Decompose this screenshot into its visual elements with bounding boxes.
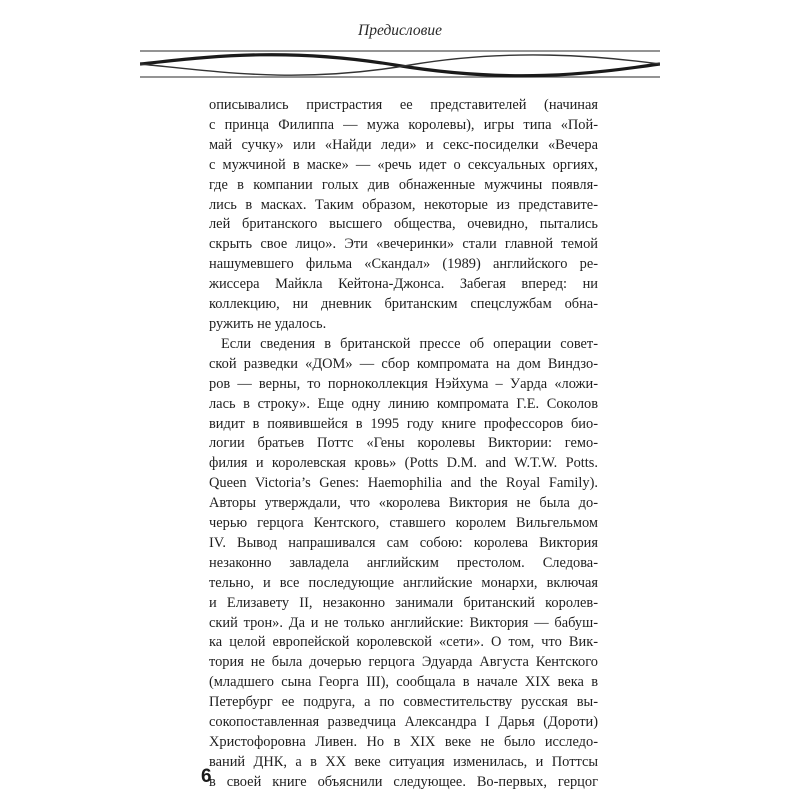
text-line: логии братьев Поттс «Гены королевы Виктории: гемо-	[209, 435, 598, 452]
text-line: май сучку» или «Найди леди» и секс-посиделки «Вечера	[209, 136, 598, 153]
text-line: филия и королевская кровь» (Potts D.M. and W.T.W. Potts.	[209, 455, 598, 472]
text-line: в своей книге объяснили следующее. Во-первых, герцог	[209, 773, 598, 790]
text-line: ской разведки «ДОМ» — сбор компромата на дом Виндзо-	[209, 355, 598, 372]
page-number: 6	[201, 766, 212, 787]
running-header: Предисловие	[358, 22, 442, 39]
text-line: с мужчиной в маске» — «речь идет о сексуальных оргиях,	[209, 156, 598, 173]
text-line: лей британского высшего общества, очевидно, пытались	[209, 216, 598, 233]
text-line: ский трон». Да и не только английские: Виктория — бабуш-	[209, 614, 598, 631]
text-line: Если сведения в британской прессе об операции совет-	[221, 335, 598, 352]
text-line: Авторы утверждали, что «королева Виктория не была до-	[209, 495, 598, 512]
text-line: жиссера Майкла Кейтона-Джонса. Забегая вперед: ни	[209, 276, 598, 293]
text-line: (младшего сына Георга III), сообщала в начале XIX века в	[209, 674, 598, 691]
text-line: ружить не удалось.	[209, 315, 327, 332]
text-line: коллекцию, ни дневник британским спецслужбам обна-	[209, 296, 598, 313]
text-line: Queen Victoria’s Genes: Haemophilia and the Royal Family).	[209, 475, 598, 492]
text-line: ка целой европейской королевской «сети». О том, что Вик-	[209, 634, 598, 651]
text-line: нашумевшего фильма «Скандал» (1989) английского ре-	[209, 256, 598, 273]
text-line: ров — верны, то порноколлекция Нэйхума – Уарда «ложи-	[209, 375, 598, 392]
text-line: Христофоровна Ливен. Но в XIX веке не было исследо-	[209, 734, 598, 750]
text-line: описывались пристрастия ее представителей (начиная	[209, 97, 598, 113]
wave-ornament-icon	[140, 44, 660, 86]
text-line: лись в масках. Таким образом, некоторые из представите-	[209, 196, 598, 213]
text-line: лась в строку». Еще одну линию компромата Г.Е. Соколов	[209, 395, 598, 412]
text-line: незаконно завладела английским престолом. Следова-	[209, 554, 598, 571]
text-line: черью герцога Кентского, ставшего королем Вильгельмом	[209, 515, 598, 532]
body-text	[209, 96, 598, 793]
text-line: IV. Вывод напрашивался сам собою: королева Виктория	[209, 534, 598, 551]
text-line: видит в появившейся в 1995 году книге профессоров био-	[209, 415, 598, 432]
text-line: где в компании голых див обнаженные мужчины появля-	[209, 176, 598, 193]
text-line: Петербург ее подруга, а по совместительству русская вы-	[209, 694, 598, 711]
paragraph-1	[209, 96, 598, 335]
text-line: сокопоставленная разведчица Александра I Дарья (Дороти)	[209, 714, 598, 731]
text-line: тория не была дочерью герцога Эдуарда Августа Кентского	[209, 654, 598, 671]
text-line: скрыть свое лицо». Эти «вечеринки» стали главной темой	[209, 236, 598, 253]
paragraph-2	[209, 335, 598, 793]
text-line: с принца Филиппа — мужа королевы), игры типа «Пой-	[209, 116, 598, 133]
text-line: ваний ДНК, а в XX веке ситуация изменилась, и Поттсы	[209, 753, 598, 770]
text-line: и Елизавету II, незаконно занимали британский королев-	[209, 594, 598, 611]
text-line: тельно, и все последующие английские монархи, включая	[209, 574, 598, 591]
